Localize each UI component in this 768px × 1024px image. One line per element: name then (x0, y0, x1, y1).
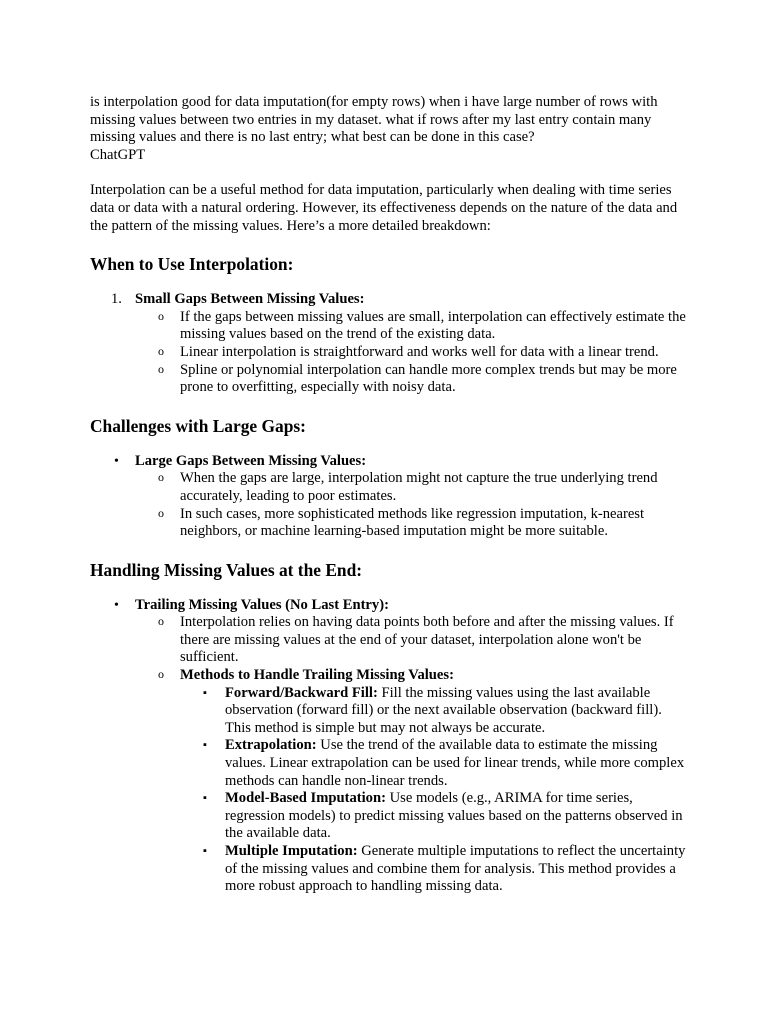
list-item-title: Large Gaps Between Missing Values: (135, 452, 367, 469)
list-number: 1. (111, 291, 122, 308)
sub-list-item (135, 344, 690, 362)
circle-bullet: o (158, 361, 164, 376)
method-name: Model-Based Imputation: (225, 790, 386, 807)
method-item (180, 685, 690, 738)
list-item (90, 291, 690, 397)
method-item (180, 843, 690, 896)
method-item (180, 790, 690, 843)
sub-list-text: Linear interpolation is straightforward and works well for data with a linear trend. (180, 343, 659, 360)
list-item (90, 597, 690, 896)
sub-list (135, 309, 690, 397)
sub-list (135, 614, 690, 896)
method-text: Use the trend of the available data to estimate the missing values. Linear extrapolation can be used for linear trends, while more complex methods can handle non-linear trends. (225, 737, 685, 789)
intro-paragraph: Interpolation can be a useful method for data imputation, particularly when dealing with time series data or data with a natural ordering. However, its effectiveness depends on the nature of the data and the pattern of the missing values. Here’s a more detailed breakdown: (90, 182, 678, 234)
numbered-list (90, 291, 690, 397)
method-text: Use models (e.g., ARIMA for time series, regression models) to predict missing values based on the patterns observed in the available data. (225, 790, 683, 842)
method-name: Multiple Imputation: (225, 843, 358, 859)
methods-list (180, 685, 690, 896)
circle-bullet: o (158, 308, 164, 323)
method-name: Forward/Backward Fill: (225, 684, 378, 701)
circle-bullet: o (158, 667, 164, 682)
method-item (180, 737, 690, 790)
sub-list-item (135, 362, 690, 397)
method-text: Generate multiple imputations to reflect the uncertainty of the missing values and combine them for analysis. This method provides a more robust approach to handling missing data. (225, 843, 686, 895)
section-heading: Handling Missing Values at the End: (90, 559, 363, 580)
bullet-icon: • (114, 597, 119, 613)
method-name: Extrapolation: (225, 737, 317, 754)
methods-title: Methods to Handle Trailing Missing Values: (180, 667, 454, 684)
square-bullet: ▪ (203, 845, 207, 857)
square-bullet: ▪ (203, 686, 207, 699)
circle-bullet: o (158, 343, 164, 358)
section-heading: When to Use Interpolation: (90, 254, 294, 275)
sub-list-text: Interpolation relies on having data points both before and after the missing values. If there are missing values at the end of your dataset, interpolation alone won't be sufficient. (180, 614, 674, 666)
section-heading: Challenges with Large Gaps: (90, 415, 306, 436)
list-item-title: Small Gaps Between Missing Values: (135, 291, 365, 308)
circle-bullet: o (158, 614, 164, 629)
square-bullet: ▪ (203, 739, 207, 752)
circle-bullet: o (158, 505, 164, 520)
list-item (90, 453, 690, 541)
sub-list-text: When the gaps are large, interpolation might not capture the true underlying trend accurately, leading to poor estimates. (180, 470, 658, 504)
bulleted-list (90, 597, 690, 896)
bullet-icon: • (114, 453, 119, 469)
method-text: Fill the missing values using the last available observation (forward fill) or the next available observation (backward fill). This method is simple but may not always be accurate. (225, 684, 662, 736)
sub-list-item (135, 506, 690, 541)
circle-bullet: o (158, 470, 164, 485)
user-question: is interpolation good for data imputation(for empty rows) when i have large number of rows with missing values between two entries in my dataset. what if rows after my last entry contain many missing values and there is no last entry; what best can be done in this case? (90, 94, 658, 146)
sub-list-item (135, 309, 690, 344)
document-content (90, 94, 690, 896)
speaker-label: ChatGPT (90, 146, 146, 163)
square-bullet: ▪ (203, 792, 207, 805)
sub-list-text: In such cases, more sophisticated methods like regression imputation, k-nearest neighbors, or machine learning-based imputation might be more suitable. (180, 505, 645, 540)
sub-list (135, 470, 690, 540)
sub-list-item (135, 470, 690, 505)
list-item-title: Trailing Missing Values (No Last Entry): (135, 596, 389, 613)
sub-list-item (135, 614, 690, 667)
sub-list-text: Spline or polynomial interpolation can handle more complex trends but may be more prone to overfitting, especially with noisy data. (180, 361, 677, 396)
sub-list-text: If the gaps between missing values are small, interpolation can effectively estimate the missing values based on the trend of the existing data. (180, 308, 686, 343)
sub-list-item (135, 667, 690, 896)
bulleted-list (90, 453, 690, 541)
